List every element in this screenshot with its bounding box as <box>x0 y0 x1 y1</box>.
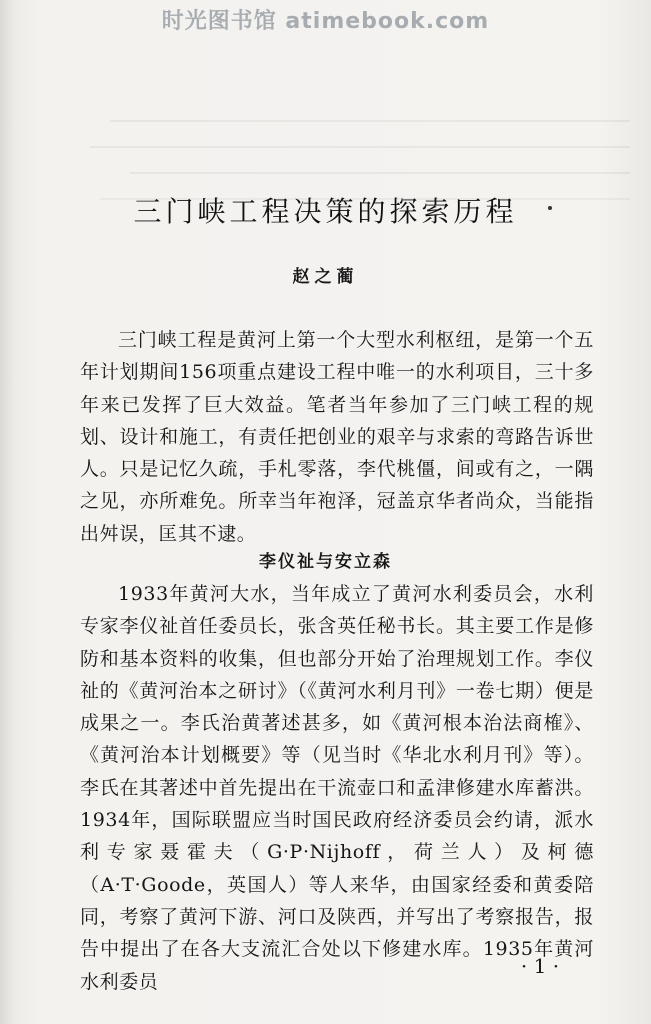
intro-paragraph: 三门峡工程是黄河上第一个大型水利枢纽，是第一个五年计划期间156项重点建设工程中唯一的水利项目，三十多年来已发挥了巨大效益。笔者当年参加了三门峡工程的规划、设计和施工，有责任把创业的艰辛与求索的弯路告诉世人。只是记忆久疏，手札零落，李代桃僵，间或有之，一隅之见，亦所难免。所幸当年袍泽，冠盖京华者尚众，当能指出舛误，匡其不逮。 <box>80 329 594 545</box>
section-heading: 李仪祉与安立森 <box>259 552 392 572</box>
section-paragraph: 1933年黄河大水，当年成立了黄河水利委员会，水利专家李仪祉首任委员长，张含英任秘书长。其主要工作是修防和基本资料的收集，但也部分开始了治理规划工作。李仪祉的《黄河治本之研讨》（《黄河水利月刊》一卷七期）便是成果之一。李氏治黄著述甚多，如《黄河根本治法商榷》、《黄河治本计划概要》等（见当时《华北水利月刊》等）。李氏在其著述中首先提出在干流壶口和孟津修建水库蓄洪。1934年，国际联盟应当时国民政府经济委员会约请，派水利专家聂霍夫（G·P·Nijhoff，荷兰人）及柯德（A·T·Goode，英国人）等人来华，由国家经委和黄委陪同，考察了黄河下游、河口及陕西，并写出了考察报告，报告中提出了在各大支流汇合处以下修建水库。1935年黄河水利委员 <box>80 583 594 993</box>
section-paragraph-block <box>80 578 594 998</box>
intro-paragraph-block <box>80 324 594 550</box>
article-author: 赵之蔺 <box>292 267 359 287</box>
show-through-texture <box>70 96 630 200</box>
title-dot <box>548 206 552 210</box>
article-title: 三门峡工程决策的探索历程 <box>133 195 518 228</box>
watermark: 时光图书馆 atimebook.com <box>161 9 490 34</box>
page-number: · 1 · <box>520 954 560 978</box>
